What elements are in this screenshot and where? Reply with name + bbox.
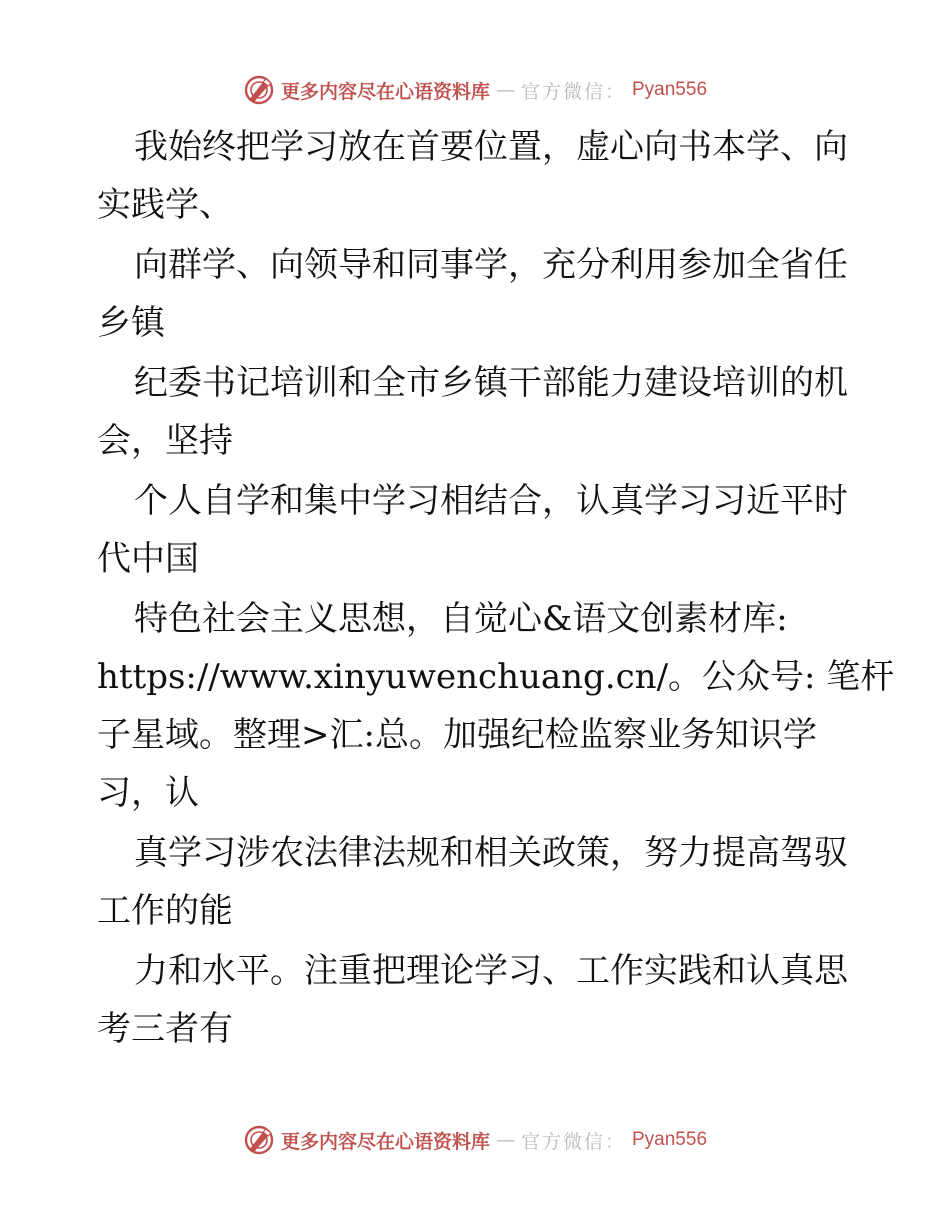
body-line: 习，认 bbox=[97, 773, 199, 813]
header-title: 更多内容尽在心语资料库 bbox=[280, 80, 490, 103]
body-line: https://www.xinyuwenchuang.cn/。公众号: 笔杆 bbox=[97, 657, 895, 697]
body-line: 子星域。整理>汇:总。加强纪检监察业务知识学 bbox=[97, 715, 817, 755]
pen-nib-logo-icon bbox=[243, 1124, 275, 1156]
footer-banner bbox=[0, 1120, 950, 1160]
body-line: 向群学、向领导和同事学，充分利用参加全省任 bbox=[134, 245, 848, 285]
body-line: 乡镇 bbox=[97, 303, 165, 343]
footer-wechat-id: Pyan556 bbox=[632, 1129, 708, 1150]
body-line: 个人自学和集中学习相结合，认真学习习近平时 bbox=[134, 481, 848, 521]
footer-title: 更多内容尽在心语资料库 bbox=[280, 1130, 490, 1153]
body-line: 特色社会主义思想，自觉心&语文创素材库: bbox=[134, 599, 788, 639]
pen-nib-logo-icon bbox=[243, 74, 275, 106]
body-line: 代中国 bbox=[97, 539, 199, 579]
body-line: 力和水平。注重把理论学习、工作实践和认真思 bbox=[134, 951, 848, 991]
body-line: 纪委书记培训和全市乡镇干部能力建设培训的机 bbox=[134, 363, 848, 403]
body-line: 我始终把学习放在首要位置，虚心向书本学、向 bbox=[134, 127, 848, 167]
header-separator: — bbox=[495, 79, 515, 101]
header-banner bbox=[0, 70, 950, 110]
header-wechat-id: Pyan556 bbox=[632, 79, 708, 100]
body-line: 实践学、 bbox=[97, 185, 233, 225]
body-line: 工作的能 bbox=[97, 891, 233, 931]
body-line: 会，坚持 bbox=[97, 421, 233, 461]
footer-separator: — bbox=[495, 1129, 515, 1151]
footer-wechat-label: 官方微信： bbox=[520, 1130, 626, 1153]
body-line: 真学习涉农法律法规和相关政策，努力提高驾驭 bbox=[134, 833, 848, 873]
header-wechat-label: 官方微信： bbox=[520, 80, 626, 103]
body-line: 考三者有 bbox=[97, 1009, 233, 1049]
